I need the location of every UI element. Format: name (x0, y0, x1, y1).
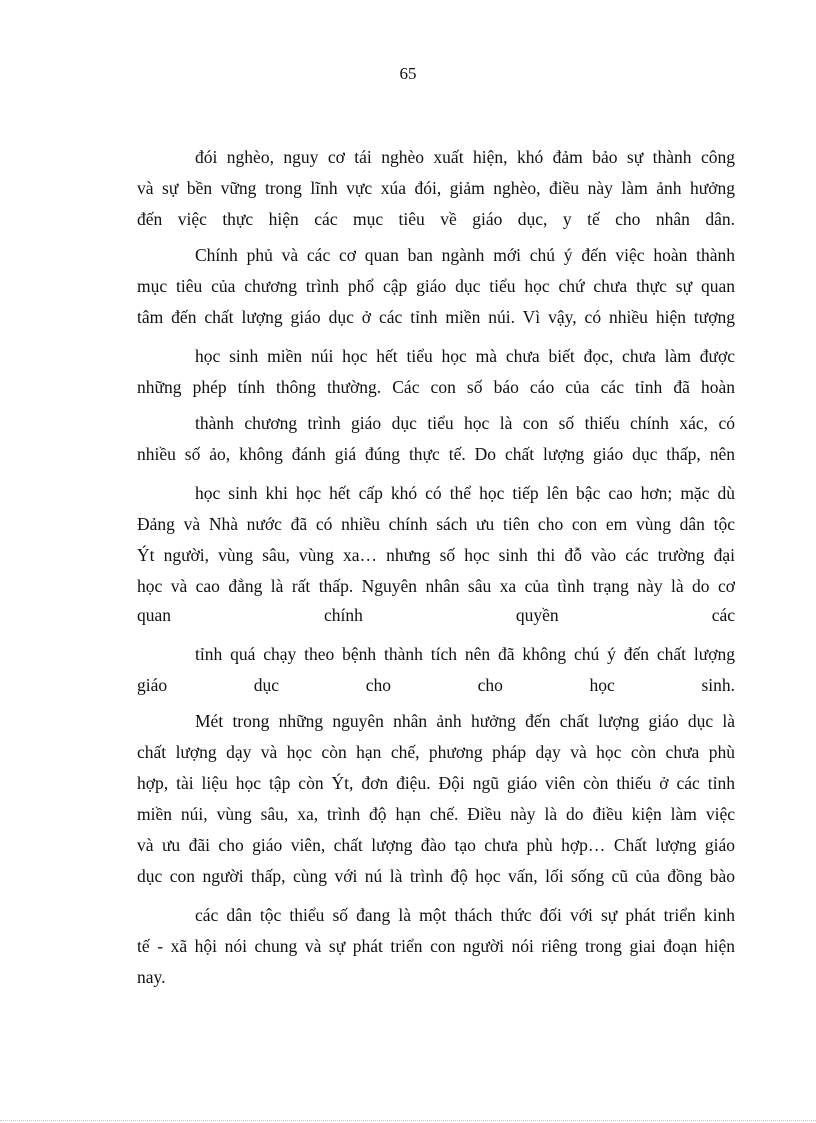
text-line: thành chương trình giáo dục tiểu học là con số thiếu chính xác, có (195, 413, 735, 433)
text-line: quan chính quyền các (137, 605, 735, 625)
text-line: tế - xã hội nói chung và sự phát triển con người nói riêng trong giai đoạn hiện (137, 936, 735, 956)
text-line: mục tiêu của chương trình phổ cập giáo dục tiểu học chứ chưa thực sự quan (137, 276, 735, 296)
text-line: Mét trong những nguyên nhân ảnh hưởng đến chất lượng giáo dục là (195, 711, 735, 731)
text-line: Chính phủ và các cơ quan ban ngành mới chú ý đến việc hoàn thành (195, 245, 735, 265)
text-line: chất lượng dạy và học còn hạn chế, phương pháp dạy và học còn chưa phù (137, 742, 735, 762)
text-line: tâm đến chất lượng giáo dục ở các tỉnh miền núi. Vì vậy, có nhiều hiện tượng (137, 307, 735, 327)
text-line: nhiều số ảo, không đánh giá đúng thực tế. Do chất lượng giáo dục thấp, nên (137, 444, 735, 464)
page-number: 65 (399, 64, 417, 83)
text-line: dục con người thấp, cùng với nú là trình độ học vấn, lối sống cũ của đồng bào (137, 866, 735, 886)
text-line: và sự bền vững trong lĩnh vực xúa đói, giảm nghèo, điều này làm ảnh hưởng (137, 178, 735, 198)
text-line: Đảng và Nhà nước đã có nhiều chính sách ưu tiên cho con em vùng dân tộc (137, 514, 735, 534)
text-line: những phép tính thông thường. Các con số báo cáo của các tỉnh đã hoàn (137, 377, 735, 397)
text-line: Ýt người, vùng sâu, vùng xa… nhưng số học sinh thi đỗ vào các trường đại (137, 545, 735, 565)
text-line: hợp, tài liệu học tập còn Ýt, đơn điệu. Đội ngũ giáo viên còn thiếu ở các tỉnh (137, 773, 735, 793)
text-line: và ưu đãi cho giáo viên, chất lượng đào tạo chưa phù hợp… Chất lượng giáo (137, 835, 735, 855)
page-bottom-rule (0, 1120, 816, 1121)
text-line: đói nghèo, nguy cơ tái nghèo xuất hiện, khó đảm bảo sự thành công (195, 147, 735, 167)
text-line: học và cao đẳng là rất thấp. Nguyên nhân sâu xa của tình trạng này là do cơ (137, 576, 735, 596)
text-line: tỉnh quá chạy theo bệnh thành tích nên đã không chú ý đến chất lượng (195, 644, 735, 664)
text-line: nay. (137, 967, 166, 987)
text-line: miền núi, vùng sâu, xa, trình độ hạn chế. Điều này là do điều kiện làm việc (137, 804, 735, 824)
text-line: học sinh miền núi học hết tiểu học mà chưa biết đọc, chưa làm được (195, 346, 735, 366)
text-line: đến việc thực hiện các mục tiêu về giáo dục, y tế cho nhân dân. (137, 209, 735, 229)
text-line: học sinh khi học hết cấp khó có thể học tiếp lên bậc cao hơn; mặc dù (195, 483, 735, 503)
text-line: giáo dục cho cho học sinh. (137, 675, 735, 695)
text-line: các dân tộc thiểu số đang là một thách thức đối với sự phát triển kinh (195, 905, 735, 925)
